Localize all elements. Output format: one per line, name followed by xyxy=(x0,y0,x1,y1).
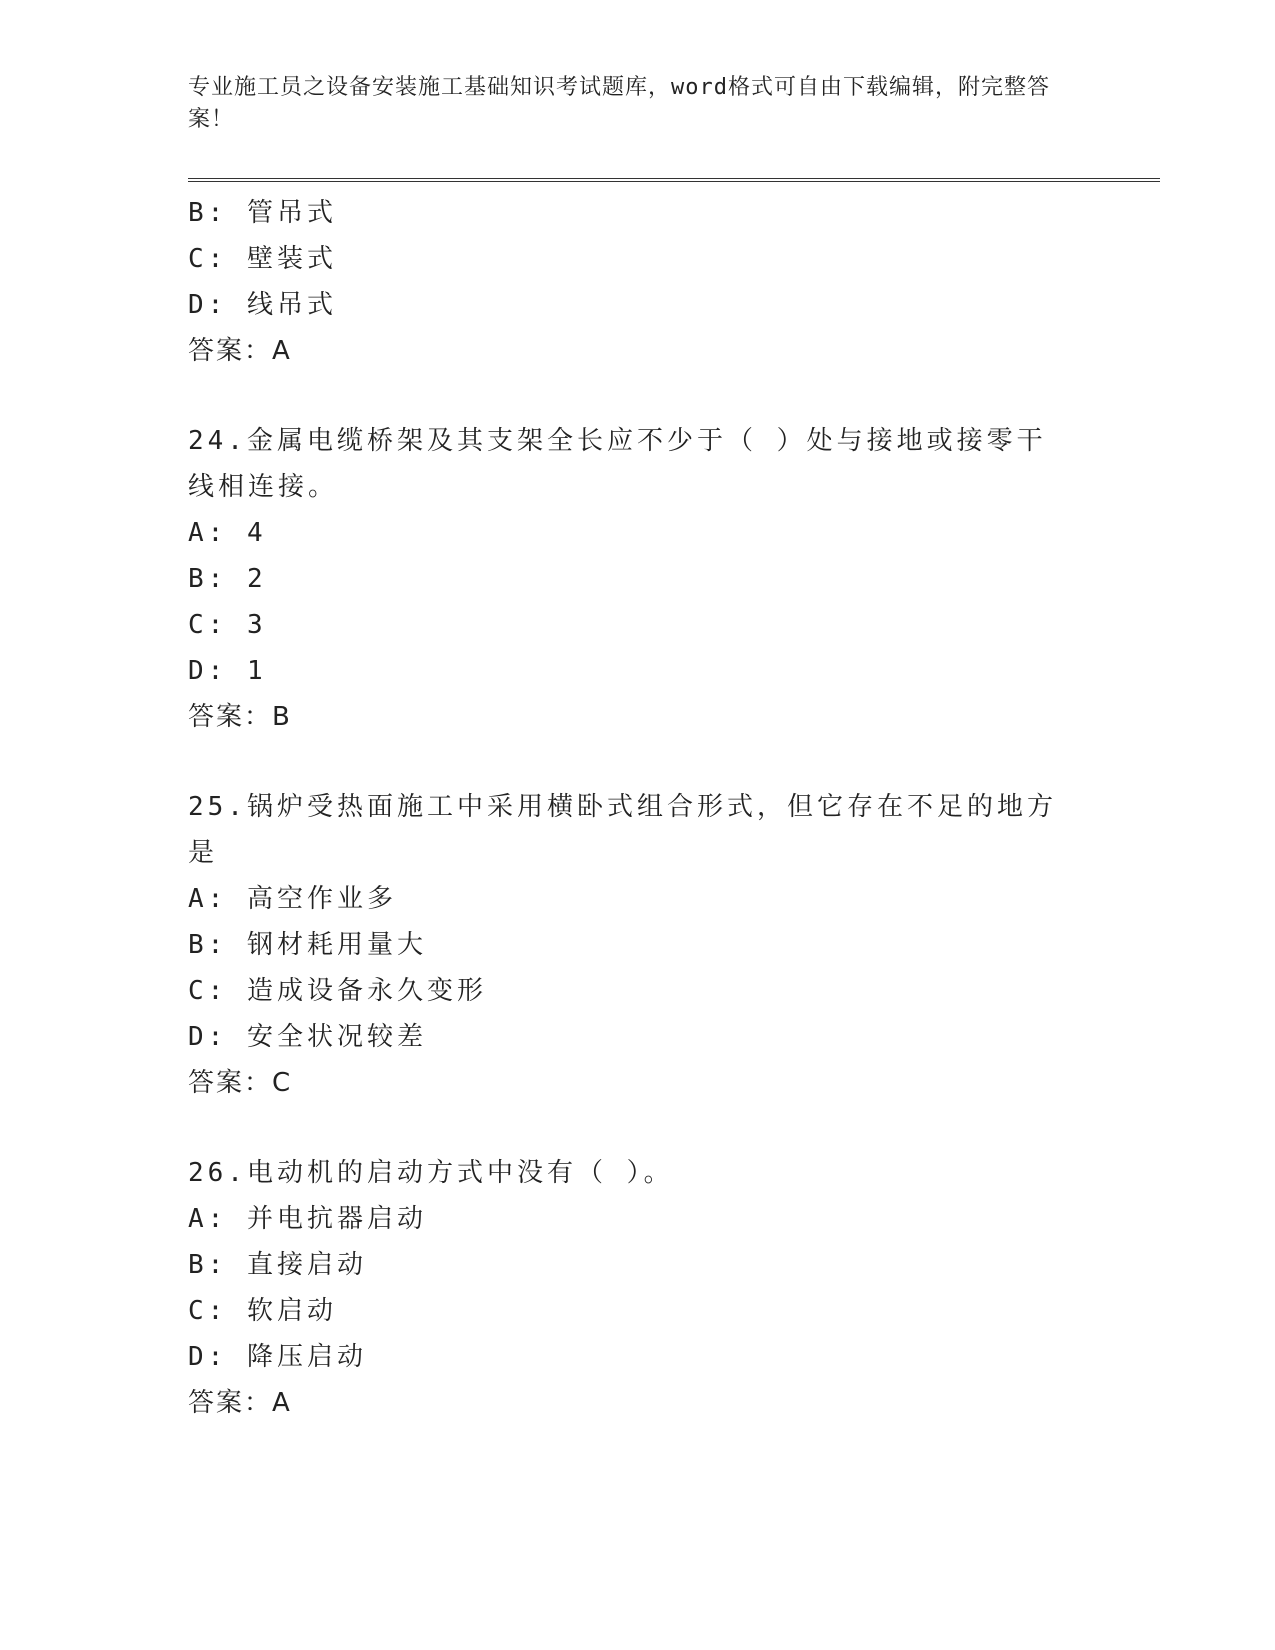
option-b: B: 2 xyxy=(188,564,267,594)
question-24 xyxy=(188,418,1088,740)
option-c: C: 壁装式 xyxy=(188,244,337,274)
option-b: B: 管吊式 xyxy=(188,198,337,228)
option-c: C: 3 xyxy=(188,610,267,640)
option-a: A: 并电抗器启动 xyxy=(188,1204,427,1234)
option-d: D: 1 xyxy=(188,656,267,686)
header-divider xyxy=(188,178,1160,182)
option-d: D: 安全状况较差 xyxy=(188,1022,427,1052)
option-a: A: 高空作业多 xyxy=(188,884,397,914)
prev-question-block xyxy=(188,190,1088,374)
question-stem: 24.金属电缆桥架及其支架全长应不少于（ ）处与接地或接零干线相连接。 xyxy=(188,426,1047,502)
option-d: D: 线吊式 xyxy=(188,290,337,320)
option-c: C: 造成设备永久变形 xyxy=(188,976,487,1006)
question-26 xyxy=(188,1150,1088,1426)
question-stem: 25.锅炉受热面施工中采用横卧式组合形式，但它存在不足的地方是 xyxy=(188,792,1057,868)
question-stem: 26.电动机的启动方式中没有（ ）。 xyxy=(188,1158,674,1188)
answer-line: 答案：B xyxy=(188,702,292,732)
option-d: D: 降压启动 xyxy=(188,1342,367,1372)
option-a: A: 4 xyxy=(188,518,267,548)
answer-line: 答案：A xyxy=(188,1388,292,1418)
question-list xyxy=(188,190,1088,1426)
question-25 xyxy=(188,784,1088,1106)
option-c: C: 软启动 xyxy=(188,1296,337,1326)
document-header: 专业施工员之设备安装施工基础知识考试题库，word格式可自由下载编辑，附完整答案！ xyxy=(188,75,1050,132)
option-b: B: 钢材耗用量大 xyxy=(188,930,427,960)
option-b: B: 直接启动 xyxy=(188,1250,367,1280)
answer-line: 答案：A xyxy=(188,336,292,366)
answer-line: 答案：C xyxy=(188,1068,293,1098)
